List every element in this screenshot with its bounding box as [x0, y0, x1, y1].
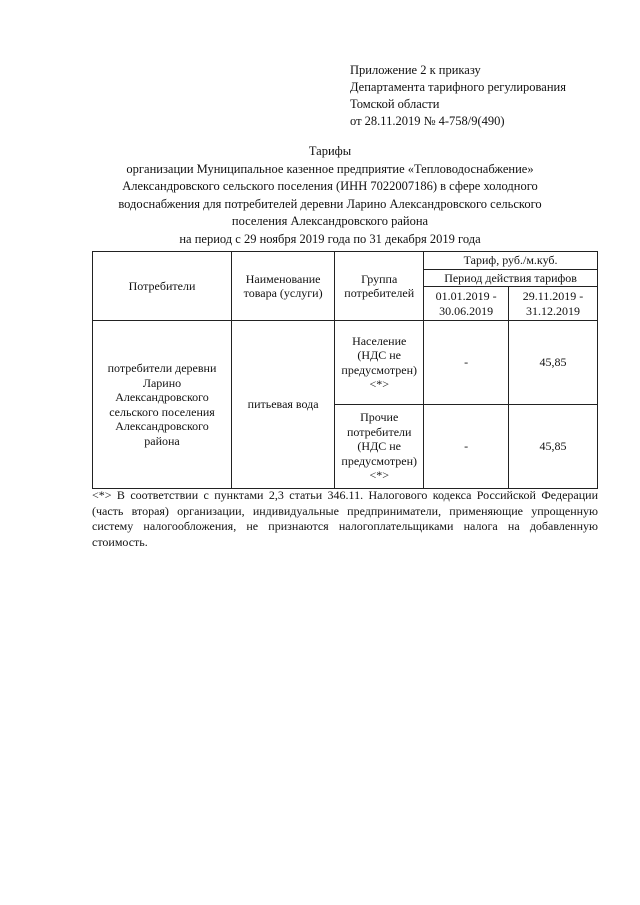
header-group: Группа потребителей — [335, 252, 424, 321]
header-tariff: Тариф, руб./м.куб. — [424, 252, 598, 270]
consumer-cell: потребители деревни Ларино Александровского сельского поселения Александровского района — [93, 321, 232, 489]
header-line: от 28.11.2019 № 4-758/9(490) — [350, 114, 505, 128]
group-cell: Прочие потребители (НДС не предусмотрен) <*> — [335, 405, 424, 489]
title-line: Тарифы — [308, 144, 352, 158]
title-line: Александровского сельского поселения (ИНН 7022007186) в сфере холодного — [122, 179, 538, 193]
document-title — [60, 143, 600, 248]
approval-header — [350, 62, 620, 130]
header-consumers: Потребители — [93, 252, 232, 321]
header-period-2: 29.11.2019 - 31.12.2019 — [509, 287, 598, 321]
title-line: водоснабжения для потребителей деревни Ларино Александровского сельского — [118, 196, 542, 211]
header-line: Департамента тарифного регулирования — [350, 80, 566, 94]
header-period-1: 01.01.2019 - 30.06.2019 — [424, 287, 509, 321]
header-goods: Наименование товара (услуги) — [232, 252, 335, 321]
tariff-table — [92, 251, 598, 489]
table-row — [93, 321, 598, 405]
header-line: Томской области — [350, 97, 440, 111]
group-cell: Население (НДС не предусмотрен) <*> — [335, 321, 424, 405]
footnote: <*> В соответствии с пунктами 2,3 статьи 346.11. Налогового кодекса Российской Федерации (часть вторая) организации, индивидуальные предприниматели, применяющие упрощенную систему налогообложения, не признаются налогоплательщиками налога на добавленную стоимость. — [92, 488, 598, 549]
title-line: поселения Александровского района — [231, 214, 429, 228]
title-line: организации Муниципальное казенное предприятие «Тепловодоснабжение» — [126, 161, 534, 176]
tariff-value-cell: - — [424, 405, 509, 489]
tariff-value-cell: 45,85 — [509, 321, 598, 405]
header-period: Период действия тарифов — [424, 269, 598, 287]
tariff-value-cell: - — [424, 321, 509, 405]
table-header-row — [93, 252, 598, 270]
tariff-value-cell: 45,85 — [509, 405, 598, 489]
goods-cell: питьевая вода — [232, 321, 335, 489]
title-line: на период с 29 ноября 2019 года по 31 декабря 2019 года — [179, 231, 481, 246]
header-line: Приложение 2 к приказу — [350, 63, 481, 77]
